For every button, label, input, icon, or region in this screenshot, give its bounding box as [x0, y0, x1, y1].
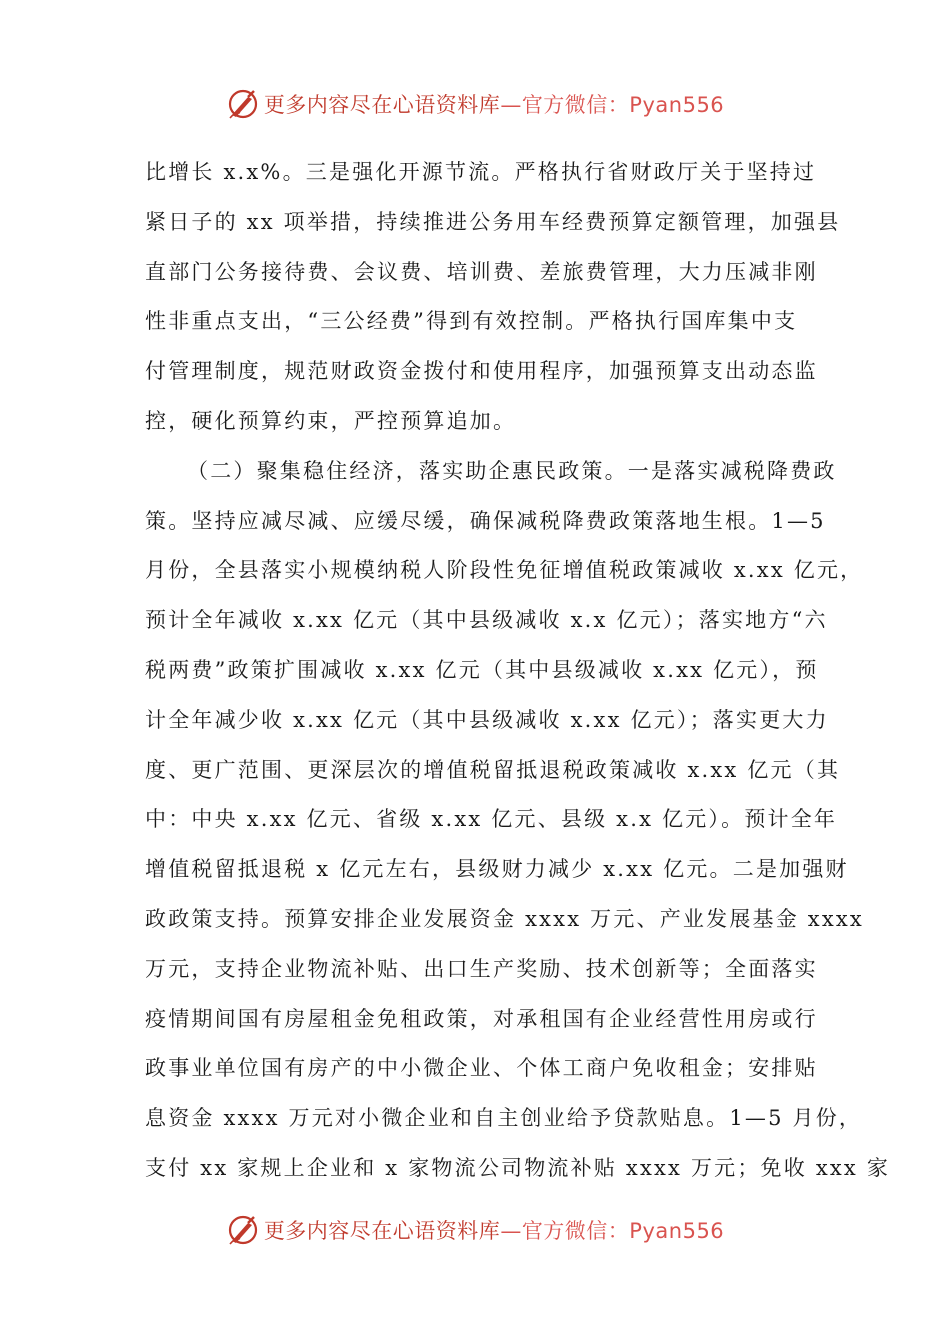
text-line: 税两费”政策扩围减收 x.xx 亿元（其中县级减收 x.xx 亿元），预 — [145, 657, 819, 682]
text-line: 政政策支持。预算安排企业发展资金 xxxx 万元、产业发展基金 xxxx — [145, 906, 864, 931]
text-line: 比增长 x.x%。三是强化开源节流。严格执行省财政厅关于坚持过 — [145, 160, 817, 184]
watermark-text-main: 更多内容尽在心语资料库 — [263, 93, 501, 117]
watermark-text-wechat: —官方微信：Pyan556 — [500, 1219, 725, 1243]
text-line: 紧日子的 xx 项举措，持续推进公务用车经费预算定额管理，加强县 — [145, 209, 841, 234]
text-line: 中：中央 x.xx 亿元、省级 x.xx 亿元、县级 x.x 亿元）。预计全年 — [145, 807, 838, 832]
text-line: 控，硬化预算约束，严控预算追加。 — [145, 408, 517, 433]
text-line: 策。坚持应减尽减、应缓尽缓，确保减税降费政策落地生根。1—5 — [145, 508, 826, 533]
paragraph-2 — [145, 447, 891, 1194]
text-line: 直部门公务接待费、会议费、培训费、差旅费管理，大力压减非刚 — [145, 259, 818, 284]
document-body — [145, 148, 891, 1194]
text-line: 度、更广范围、更深层次的增值税留抵退税政策减收 x.xx 亿元（其 — [145, 757, 841, 782]
watermark-text-main: 更多内容尽在心语资料库 — [263, 1219, 501, 1243]
pen-logo-icon — [226, 87, 260, 121]
pen-logo-icon — [226, 1213, 260, 1247]
paragraph-1 — [145, 148, 841, 447]
watermark-text-wechat: —官方微信：Pyan556 — [500, 93, 725, 117]
watermark-text — [264, 89, 724, 119]
text-line: 支付 xx 家规上企业和 x 家物流公司物流补贴 xxxx 万元；免收 xxx 家 — [145, 1155, 891, 1180]
text-line: 息资金 xxxx 万元对小微企业和自主创业给予贷款贴息。1—5 月份， — [145, 1106, 863, 1131]
text-line-indented: （二）聚集稳住经济，落实助企惠民政策。一是落实减税降费政 — [187, 458, 837, 483]
watermark-banner-top — [0, 84, 950, 124]
watermark-banner-bottom — [0, 1210, 950, 1250]
text-line: 预计全年减收 x.xx 亿元（其中县级减收 x.x 亿元）；落实地方“六 — [145, 608, 828, 633]
watermark-text — [264, 1215, 724, 1245]
text-line: 计全年减少收 x.xx 亿元（其中县级减收 x.xx 亿元）；落实更大力 — [145, 707, 829, 732]
text-line: 性非重点支出，“三公经费”得到有效控制。严格执行国库集中支 — [145, 309, 798, 334]
text-line: 月份，全县落实小规模纳税人阶段性免征增值税政策减收 x.xx 亿元， — [145, 558, 864, 583]
text-line: 付管理制度，规范财政资金拨付和使用程序，加强预算支出动态监 — [145, 359, 818, 384]
text-line: 疫情期间国有房屋租金免租政策，对承租国有企业经营性用房或行 — [145, 1006, 818, 1031]
text-line: 政事业单位国有房产的中小微企业、个体工商户免收租金；安排贴 — [145, 1056, 818, 1081]
text-line: 增值税留抵退税 x 亿元左右，县级财力减少 x.xx 亿元。二是加强财 — [145, 857, 849, 882]
text-line: 万元，支持企业物流补贴、出口生产奖励、技术创新等；全面落实 — [145, 956, 818, 981]
